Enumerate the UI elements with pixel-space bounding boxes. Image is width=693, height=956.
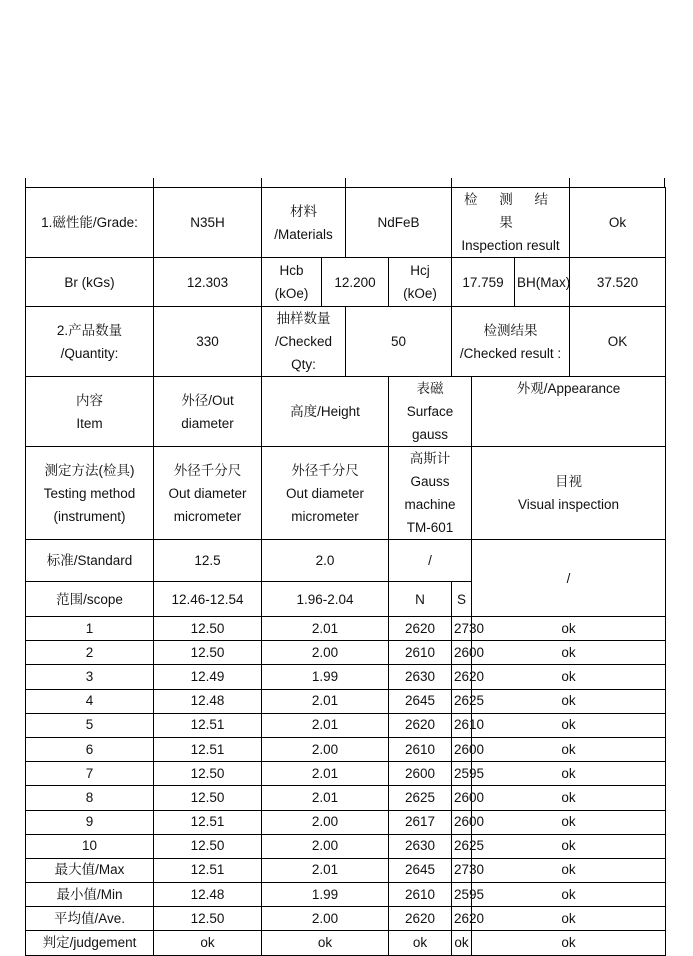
appearance-cell: ok xyxy=(472,907,666,931)
appearance-cell: ok xyxy=(472,834,666,858)
scope-s-label: S xyxy=(452,582,472,617)
gauss-s-cell: 2610 xyxy=(452,713,472,737)
standard-height: 2.0 xyxy=(262,540,389,582)
testing-method-label: 测定方法(检具) Testing method (instrument) xyxy=(26,447,154,540)
height-header: 高度/Height xyxy=(262,377,389,447)
measurement-row xyxy=(26,858,666,882)
measurement-row xyxy=(26,737,666,761)
inspection-result-value: Ok xyxy=(570,188,666,258)
top-border-stub xyxy=(25,178,26,187)
inspection-result-label: 检 测 结 果 Inspection result xyxy=(452,188,570,258)
row-label: 5 xyxy=(26,713,154,737)
appearance-cell: ok xyxy=(472,762,666,786)
gauss-s-cell: 2620 xyxy=(452,665,472,689)
appearance-cell: ok xyxy=(472,810,666,834)
appearance-cell: ok xyxy=(472,786,666,810)
gauss-n-cell: 2630 xyxy=(389,834,452,858)
row-label: 8 xyxy=(26,786,154,810)
gauss-s-cell: 2600 xyxy=(452,810,472,834)
standard-appearance: / xyxy=(472,540,666,617)
gauss-n-cell: 2630 xyxy=(389,665,452,689)
gauss-s-cell: 2620 xyxy=(452,907,472,931)
hcj-label: Hcj (kOe) xyxy=(389,258,452,307)
gauss-n-cell: 2620 xyxy=(389,713,452,737)
standard-out-diameter: 12.5 xyxy=(154,540,262,582)
height-cell: ok xyxy=(262,931,389,955)
out-diameter-header: 外径/Out diameter xyxy=(154,377,262,447)
out-diameter-cell: 12.51 xyxy=(154,810,262,834)
appearance-cell: ok xyxy=(472,713,666,737)
appearance-cell: ok xyxy=(472,617,666,641)
gauss-method: 高斯计 Gauss machine TM-601 xyxy=(389,447,472,540)
out-diameter-cell: 12.51 xyxy=(154,713,262,737)
grade-row xyxy=(26,188,666,258)
appearance-cell: ok xyxy=(472,931,666,955)
gauss-s-cell: 2600 xyxy=(452,786,472,810)
height-cell: 1.99 xyxy=(262,665,389,689)
out-diameter-cell: 12.50 xyxy=(154,617,262,641)
grade-value: N35H xyxy=(154,188,262,258)
gauss-s-cell: 2600 xyxy=(452,641,472,665)
height-cell: 1.99 xyxy=(262,883,389,907)
gauss-n-cell: 2610 xyxy=(389,641,452,665)
testing-method-row xyxy=(26,447,666,540)
height-cell: 2.01 xyxy=(262,689,389,713)
standard-gauss: / xyxy=(389,540,472,582)
measurement-row xyxy=(26,883,666,907)
row-label: 7 xyxy=(26,762,154,786)
height-cell: 2.01 xyxy=(262,858,389,882)
gauss-s-cell: 2625 xyxy=(452,834,472,858)
magnetic-row xyxy=(26,258,666,307)
measurement-row xyxy=(26,907,666,931)
measurement-row xyxy=(26,641,666,665)
row-label: 最小值/Min xyxy=(26,883,154,907)
quantity-value: 330 xyxy=(154,307,262,377)
row-label: 最大值/Max xyxy=(26,858,154,882)
row-label: 3 xyxy=(26,665,154,689)
measurement-row xyxy=(26,834,666,858)
gauss-s-cell: 2730 xyxy=(452,858,472,882)
grade-label: 1.磁性能/Grade: xyxy=(26,188,154,258)
measurement-row xyxy=(26,665,666,689)
standard-row xyxy=(26,540,666,582)
row-label: 1 xyxy=(26,617,154,641)
scope-label: 范围/scope xyxy=(26,582,154,617)
appearance-cell: ok xyxy=(472,641,666,665)
measurement-row xyxy=(26,762,666,786)
top-border-stub xyxy=(153,178,154,187)
row-label: 10 xyxy=(26,834,154,858)
out-diameter-method: 外径千分尺 Out diameter micrometer xyxy=(154,447,262,540)
row-label: 判定/judgement xyxy=(26,931,154,955)
br-label: Br (kGs) xyxy=(26,258,154,307)
measurement-row xyxy=(26,786,666,810)
visual-method: 目视 Visual inspection xyxy=(472,447,666,540)
out-diameter-cell: 12.51 xyxy=(154,858,262,882)
measurement-row xyxy=(26,713,666,737)
hcb-value: 12.200 xyxy=(322,258,389,307)
out-diameter-cell: ok xyxy=(154,931,262,955)
gauss-s-cell: ok xyxy=(452,931,472,955)
item-header-row xyxy=(26,377,666,447)
gauss-s-cell: 2595 xyxy=(452,762,472,786)
measurement-rows xyxy=(26,617,666,956)
out-diameter-cell: 12.50 xyxy=(154,907,262,931)
height-cell: 2.00 xyxy=(262,641,389,665)
measurement-row xyxy=(26,931,666,955)
height-cell: 2.00 xyxy=(262,907,389,931)
top-border-stub xyxy=(569,178,570,187)
gauss-n-cell: 2625 xyxy=(389,786,452,810)
gauss-n-cell: 2617 xyxy=(389,810,452,834)
hcj-value: 17.759 xyxy=(452,258,515,307)
top-border-stub xyxy=(261,178,262,187)
row-label: 9 xyxy=(26,810,154,834)
measurement-row xyxy=(26,617,666,641)
item-header: 内容 Item xyxy=(26,377,154,447)
br-value: 12.303 xyxy=(154,258,262,307)
appearance-header: 外观/Appearance xyxy=(472,377,666,447)
height-cell: 2.01 xyxy=(262,713,389,737)
checked-qty-value: 50 xyxy=(346,307,452,377)
gauss-n-cell: 2610 xyxy=(389,883,452,907)
top-border-stub xyxy=(664,178,665,187)
quantity-row xyxy=(26,307,666,377)
bh-max-value: 37.520 xyxy=(570,258,666,307)
checked-qty-label: 抽样数量 /Checked Qty: xyxy=(262,307,346,377)
gauss-n-cell: 2600 xyxy=(389,762,452,786)
row-label: 4 xyxy=(26,689,154,713)
appearance-cell: ok xyxy=(472,737,666,761)
height-cell: 2.01 xyxy=(262,786,389,810)
out-diameter-cell: 12.50 xyxy=(154,762,262,786)
gauss-n-cell: 2645 xyxy=(389,689,452,713)
out-diameter-cell: 12.48 xyxy=(154,883,262,907)
out-diameter-cell: 12.48 xyxy=(154,689,262,713)
out-diameter-cell: 12.50 xyxy=(154,786,262,810)
row-label: 平均值/Ave. xyxy=(26,907,154,931)
height-cell: 2.00 xyxy=(262,810,389,834)
appearance-cell: ok xyxy=(472,858,666,882)
scope-out-diameter: 12.46-12.54 xyxy=(154,582,262,617)
height-cell: 2.01 xyxy=(262,617,389,641)
height-cell: 2.00 xyxy=(262,737,389,761)
row-label: 2 xyxy=(26,641,154,665)
row-label: 6 xyxy=(26,737,154,761)
height-cell: 2.00 xyxy=(262,834,389,858)
materials-value: NdFeB xyxy=(346,188,452,258)
measurement-row xyxy=(26,689,666,713)
gauss-n-cell: 2610 xyxy=(389,737,452,761)
scope-n-label: N xyxy=(389,582,452,617)
height-method: 外径千分尺 Out diameter micrometer xyxy=(262,447,389,540)
quantity-label: 2.产品数量 /Quantity: xyxy=(26,307,154,377)
gauss-n-cell: ok xyxy=(389,931,452,955)
checked-result-value: OK xyxy=(570,307,666,377)
gauss-s-cell: 2595 xyxy=(452,883,472,907)
top-border-stub xyxy=(345,178,346,187)
measurement-row xyxy=(26,810,666,834)
hcb-label: Hcb (kOe) xyxy=(262,258,322,307)
inspection-report-table xyxy=(25,187,666,956)
height-cell: 2.01 xyxy=(262,762,389,786)
scope-height: 1.96-2.04 xyxy=(262,582,389,617)
out-diameter-cell: 12.50 xyxy=(154,834,262,858)
out-diameter-cell: 12.50 xyxy=(154,641,262,665)
out-diameter-cell: 12.49 xyxy=(154,665,262,689)
appearance-cell: ok xyxy=(472,689,666,713)
gauss-n-cell: 2645 xyxy=(389,858,452,882)
appearance-cell: ok xyxy=(472,883,666,907)
gauss-s-cell: 2600 xyxy=(452,737,472,761)
checked-result-label: 检测结果 /Checked result : xyxy=(452,307,570,377)
surface-gauss-header: 表磁 Surface gauss xyxy=(389,377,472,447)
gauss-s-cell: 2730 xyxy=(452,617,472,641)
gauss-n-cell: 2620 xyxy=(389,907,452,931)
materials-label: 材料 /Materials xyxy=(262,188,346,258)
gauss-s-cell: 2625 xyxy=(452,689,472,713)
top-border-stub xyxy=(451,178,452,187)
out-diameter-cell: 12.51 xyxy=(154,737,262,761)
bh-max-label: BH(Max) xyxy=(515,258,570,307)
gauss-n-cell: 2620 xyxy=(389,617,452,641)
appearance-cell: ok xyxy=(472,665,666,689)
standard-label: 标准/Standard xyxy=(26,540,154,582)
